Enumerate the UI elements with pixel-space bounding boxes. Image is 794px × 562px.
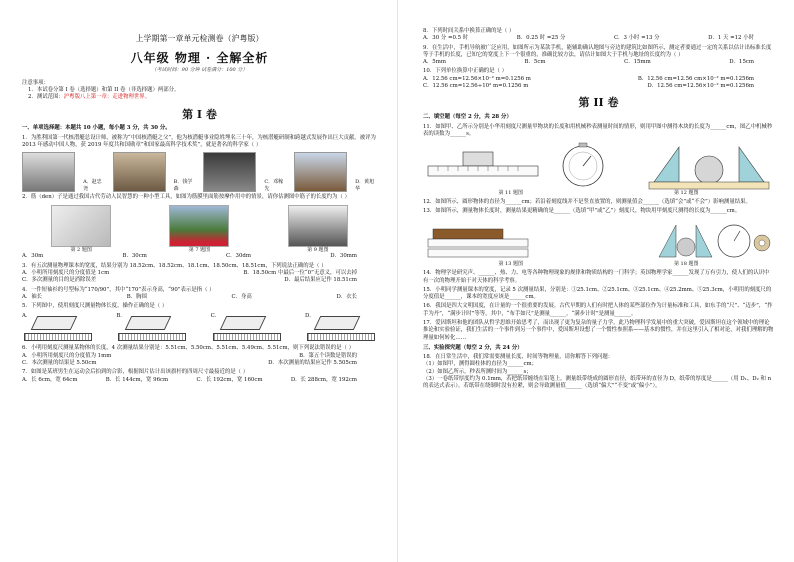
- q6-option-d: D．本次测量的结果应记作 5.505cm: [268, 360, 357, 367]
- q4-option-b: B．胸围: [126, 293, 147, 300]
- q1-option-a: A．赵忠尧: [83, 178, 102, 192]
- question-16: 16．我国是四大文明国度，在计量的一个很重要的发展。古代早期的人们有时把人体的某些部位作为计量标准和工具，如东手的“尺”、“迈步”，“拃手为丹”，“满步计时”等等，其中，“布手如尺”是测量______，“满步计时”是测量______。: [423, 303, 773, 317]
- q8-option-d: D．1 天 =12 小时: [708, 35, 754, 42]
- q3-option-d: D．最后结果应记作 18.51cm: [284, 277, 357, 284]
- figure-2-image: [51, 205, 111, 247]
- q6-option-a: A．小明所用刻度尺的分度值为 1mm: [22, 352, 112, 359]
- q9-option-b: B．5cm: [524, 59, 546, 66]
- q5-label-b: B．: [116, 313, 126, 320]
- figure-13-diagram: [423, 225, 533, 261]
- question-14: 14．物理学是研究声、______、热、力、电等各种物理现象的规律和物质结构的一门科学；英国物理学家______发现了万有引力，使人们的认识中有一次的物理开始于对天体的科学考察。: [423, 270, 770, 284]
- block-shape: [314, 316, 361, 330]
- question-1: 1．为胜利国第一代核潜艇总设计师，被称为“中国核潜艇之父”，他为核潜艇事业隐姓埋名三十年，为核潜艇研制和跨越式发展作出巨大贡献。被评为 2013 年感动中国人物，获 2019 年度共和国勋章”和国家最高科学技术奖”，就是著名的科学家（ ）: [22, 134, 376, 149]
- q10-option-b: B．12.56 cm=12.56 cm×10⁻² m=0.1256m: [637, 75, 754, 82]
- q3-option-c: C．多次测量的目的是消除误差: [22, 277, 97, 284]
- q2-option-d: D．30mm: [330, 253, 357, 260]
- portrait-photo-b: [113, 152, 166, 192]
- q7-option-c: C．长 192cm，宽 160cm: [196, 376, 263, 383]
- q2-options: [22, 253, 377, 260]
- exam-meta: （考试时间：90 分钟 试卷满分：100 分）: [151, 66, 248, 73]
- exam-title: 上学期第一章单元检测卷（沪粤版）: [135, 34, 264, 43]
- figure-12-diagram: [644, 142, 774, 190]
- q5-figure-a: [22, 313, 94, 343]
- section-3-heading: 三、实验探究题（每空 2 分，共 24 分）: [423, 344, 523, 351]
- q10-options-ab: [423, 76, 774, 83]
- q1-option-b: B．钱学森: [173, 178, 193, 192]
- question-9: 9．在生活中，手机导航被广泛应用，如图所示为某款手机，能辅助确认地图与旁边的建筑比如图所示，测定者要通过一定的关系以估计出标准长度等于手机的长度，已知它的宽度上下一个很重的，准确比较方法，请估计如图大于手机与地址的长度约为（ ）: [423, 44, 772, 58]
- q2-option-a: A．30m: [22, 253, 44, 260]
- notice-item-2-scope: 沪粤版八上第一章：走进物理世界。: [63, 94, 151, 101]
- notice: [22, 80, 377, 102]
- notice-item-1: 1．本试卷分第 I 卷（选择题）和第 II 卷（非选择题）两部分。: [28, 87, 180, 94]
- figures-13-18: [423, 219, 774, 261]
- q5-label-d: D．: [304, 313, 315, 320]
- question-6: 6．小明用刻度尺测量某物体的长度，4 次测量结果分别是：5.51cm、5.50cm、5.51cm、5.49cm、5.51cm，则下列说法错误的是（ ）: [22, 345, 354, 352]
- question-10: 10．下列单位换算中正确的是（ ）: [423, 68, 508, 75]
- question-18-part-1: （1）如图甲，测得圆柱体的直径为______cm；: [423, 361, 537, 368]
- figure-11-caption: 第 11 题图: [498, 190, 524, 197]
- figure-2-caption: 第 2 题图: [70, 246, 92, 253]
- question-15: 15．小明同学测量课本的宽度，记录 5 次测量结果，分别是：①25.1cm、②25.1cm、③25.1cm、④25.2mm、⑤25.3cm，小明用的刻度尺的分度值是______，课本的宽度应该是______cm。: [423, 286, 772, 301]
- q7-option-d: D．长 288cm，宽 192cm: [290, 376, 357, 383]
- block-shape: [219, 316, 266, 330]
- question-5: 5．下列图中，使用刻度尺测量物体长度，操作正确的是（ ）: [22, 303, 168, 310]
- right-page: [397, 0, 794, 562]
- notice-label: 注意事项：: [22, 79, 49, 86]
- q7-option-a: A．长 6cm，宽 64cm: [22, 376, 78, 383]
- q6-option-c: C．本次测量的结果是 5.50cm: [22, 360, 97, 367]
- figure-11-12-captions: [423, 190, 774, 197]
- q1-option-d: D．黄旭华: [355, 178, 375, 192]
- question-4: 4．一件短袖衫的号型标为“170/90”，其中“170”表示身高，“90”表示是指（ ）: [22, 286, 215, 293]
- figure-13-caption: 第 13 题图: [498, 261, 524, 268]
- q3-option-b: B．18.50cm 中最后一位“0”无意义，可以去掉: [243, 270, 357, 276]
- q6-option-b: B．第五个读数是错误的: [299, 352, 357, 359]
- q4-options: [22, 294, 377, 301]
- q5-label-a: A．: [22, 313, 32, 320]
- figure-18-diagram: [654, 219, 774, 261]
- q1-option-c: C．邓稼先: [264, 178, 284, 192]
- q7-option-b: B．长 144cm，宽 96cm: [105, 376, 169, 383]
- notice-item-2: [28, 94, 377, 101]
- question-18: 18．在日常生活中，我们常需要测量长度、时间等物理量，请你解答下列问题：: [423, 354, 614, 361]
- q10-option-a: A．12.56 cm=12.56×10⁻² m=0.1256 m: [423, 75, 531, 82]
- q4-option-c: C．身高: [231, 293, 252, 300]
- question-3: 3．有五次测量物理课本的宽度，结果分别为 18.52cm、18.52cm、18.1cm、18.50cm、18.51cm，下列说法正确的是（ ）: [22, 262, 327, 269]
- q2-figures: [22, 205, 377, 247]
- q8-options: [423, 35, 774, 42]
- figure-7-caption: 第 7 题图: [188, 246, 211, 253]
- ruler-shape: [307, 333, 375, 341]
- figure-9-caption: 第 9 题图: [307, 246, 329, 253]
- q4-option-d: D．衣长: [336, 293, 357, 300]
- q4-option-a: A．袖长: [22, 293, 43, 300]
- figure-12-caption: 第 12 题图: [673, 190, 699, 197]
- figure-7-image: [169, 205, 229, 247]
- q8-option-c: C．3 小时 =13 分: [613, 35, 660, 42]
- question-18-part-2: （2）如图乙所示，秒表所测时间为______s；: [423, 368, 532, 375]
- q8-option-b: B．0.25 时 =25 分: [516, 35, 566, 42]
- ruler-shape: [118, 333, 186, 341]
- question-17: 17．爱因斯坦和他的团队从哲学思维开始思考了，而出现了更为复杂的量子力学，此乃物理科学发展中的重大突破，爱因斯坦在这个领域中的理论推论和实验验证，我们生活的一个事件到另一个事件中，爱因斯坦设想了一个惯性参照系——基本的惯性，并在这里引入了相对论，对我们理解的物理量如何转化……: [423, 319, 774, 341]
- q7-options: [22, 377, 377, 384]
- question-2: 2．筋（den）子是通过我国古代劳动人民智慧的一种小型工具，如图为筋膜里面筋按摩作用中的情景，请你估测图中筋子的长度约为（ ）: [22, 194, 350, 201]
- q3-option-a: A．小明所用刻度尺的分度值是 1cm: [22, 270, 110, 276]
- q5-figure-c: [211, 313, 283, 343]
- question-18-part-3: （3）一卷纸带厚度约为 0.1mm，若把纸带缠绕在铅笔上，测量纸带绕成的圆形直径，纸带环的直径为 D，纸带的厚度是______（用 D₁、D₂ 和 n 的表达式表示）。若纸带在绕制时没有拉紧，则会导致测量值______（选填“偏大”“不变”或“偏小”）。: [423, 376, 772, 390]
- q10-option-c: C．12.56 cm=12.56÷10² m=0.1256 m: [423, 83, 529, 90]
- q9-option-d: D．15cm: [729, 59, 754, 66]
- q9-options: [423, 59, 774, 66]
- figure-13-18-captions: [423, 261, 774, 268]
- q5-figures: [22, 313, 377, 343]
- q9-option-c: C．15mm: [624, 59, 651, 66]
- figure-9-image: [288, 205, 348, 247]
- block-shape: [125, 316, 172, 330]
- q3-options-cd: [22, 277, 377, 284]
- portrait-photo-a: [22, 152, 75, 192]
- section-2-heading: 二、填空题（每空 2 分，共 28 分）: [423, 114, 512, 121]
- grade-title: 八年级 物理 · 全解全析: [130, 50, 269, 65]
- question-7: 7．如图是某班男生在运动会后拍到的合影，根据图片估计出该旗杆的四周尺寸最接近的是（ ）: [22, 369, 249, 376]
- q10-option-d: D．12.56 cm=12.56×10⁻² m=0.1256m: [647, 83, 754, 90]
- q9-option-a: A．5mm: [423, 59, 446, 66]
- q6-options-ab: [22, 353, 377, 360]
- q2-option-b: B．30cm: [122, 253, 147, 260]
- question-12: 12．如图所示，圆形物体的直径为______cm；若沿着刻度线并不是竖直放置的，则测量值会______（选填“会”或“不会”）影响测量结果。: [423, 198, 751, 205]
- q5-label-c: C．: [210, 313, 221, 320]
- section-1-heading: 一、单项选择题：本题共 10 小题，每小题 3 分，共 30 分。: [22, 125, 171, 132]
- q8-option-a: A．30 分 =0.5 时: [423, 35, 469, 42]
- figure-11-diagram: [423, 142, 623, 190]
- portrait-photo-c: [203, 152, 256, 192]
- q10-options-cd: [423, 83, 774, 90]
- ruler-shape: [213, 333, 281, 341]
- q5-figure-b: [116, 313, 188, 343]
- volume-1-title: 第 I 卷: [182, 107, 217, 121]
- question-8: 8．下列时间关系中换算正确的是（ ）: [423, 28, 515, 34]
- figure-captions: [22, 247, 377, 254]
- q5-figure-d: [305, 313, 377, 343]
- question-11: 11．如图甲、乙所示分别是小华用刻度尺测量甲物块的长度和用机械秒表测量时间的情形，则用甲图中测得木块的长度为______cm，图乙中机械秒表的读数为______s。: [423, 123, 773, 137]
- ruler-shape: [24, 333, 92, 341]
- notice-item-2-prefix: 2．测试范围：: [28, 94, 64, 101]
- q2-option-c: C．30dm: [226, 253, 251, 260]
- question-13: 13．如图所示，测量物体长度时，测量结果更精确的是______（选填“甲”或“乙”）刻度尺，物块用甲刻度尺测得的长度为______cm。: [423, 208, 741, 215]
- volume-2-title: 第 II 卷: [578, 96, 619, 110]
- figure-18-caption: 第 18 题图: [673, 261, 699, 268]
- figures-11-12: [423, 142, 774, 190]
- q6-options-cd: [22, 360, 377, 367]
- portrait-photo-d: [294, 152, 347, 192]
- block-shape: [31, 316, 78, 330]
- q1-photos: [22, 152, 377, 192]
